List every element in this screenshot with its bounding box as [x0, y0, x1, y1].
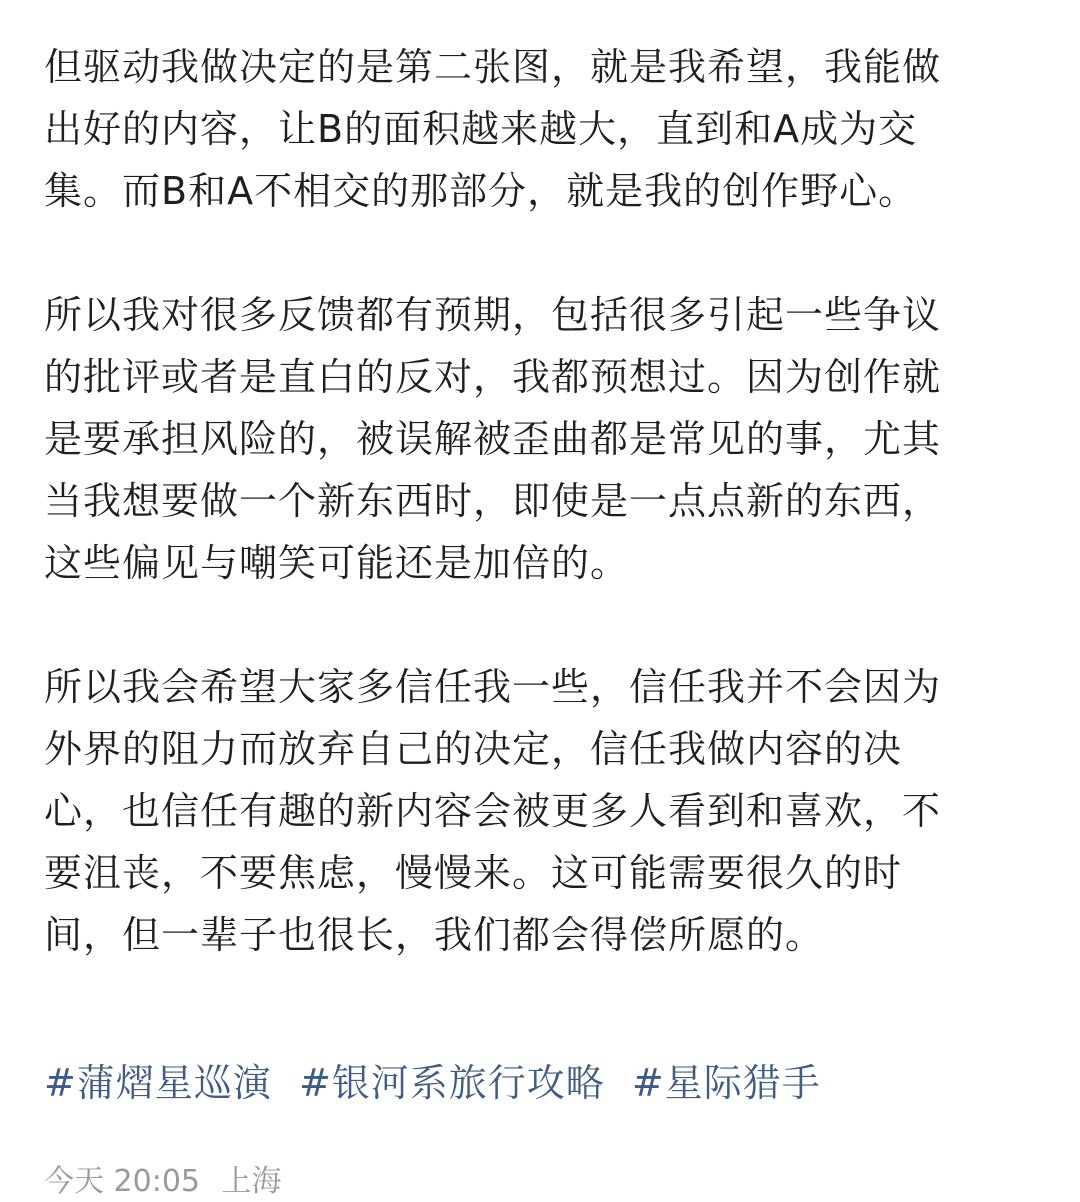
post-paragraph: 所以我会希望大家多信任我一些，信任我并不会因为 外界的阻力而放弃自己的决定，信任我做内容的决 心，也信任有趣的新内容会被更多人看到和喜欢，不 要沮丧，不要焦虑，慢慢来。这可能需要很久的时 间，但一辈子也很长，我们都会得偿所愿的。 — [44, 665, 942, 957]
hashtag-list — [44, 1052, 835, 1114]
post-paragraph: 但驱动我做决定的是第二张图，就是我希望，我能做 出好的内容，让B的面积越来越大，直到和A成为交 集。而B和A不相交的那部分，就是我的创作野心。 — [44, 45, 942, 213]
post-meta — [44, 1162, 282, 1202]
post-paragraph: 所以我对很多反馈都有预期，包括很多引起一些争议 的批评或者是直白的反对，我都预想过。因为创作就 是要承担风险的，被误解被歪曲都是常见的事，尤其 当我想要做一个新东西时，即使是一点点新的东西， 这些偏见与嘲笑可能还是加倍的。 — [44, 293, 942, 585]
post-timestamp: 今天 20:05 — [44, 1164, 200, 1199]
hashtag-link[interactable]: #银河系旅行攻略 — [298, 1061, 605, 1105]
post-body — [44, 36, 1034, 966]
post-location: 上海 — [221, 1164, 282, 1199]
hashtag-link[interactable]: #星际猎手 — [631, 1061, 821, 1105]
hashtag-link[interactable]: #蒲熠星巡演 — [44, 1061, 272, 1105]
